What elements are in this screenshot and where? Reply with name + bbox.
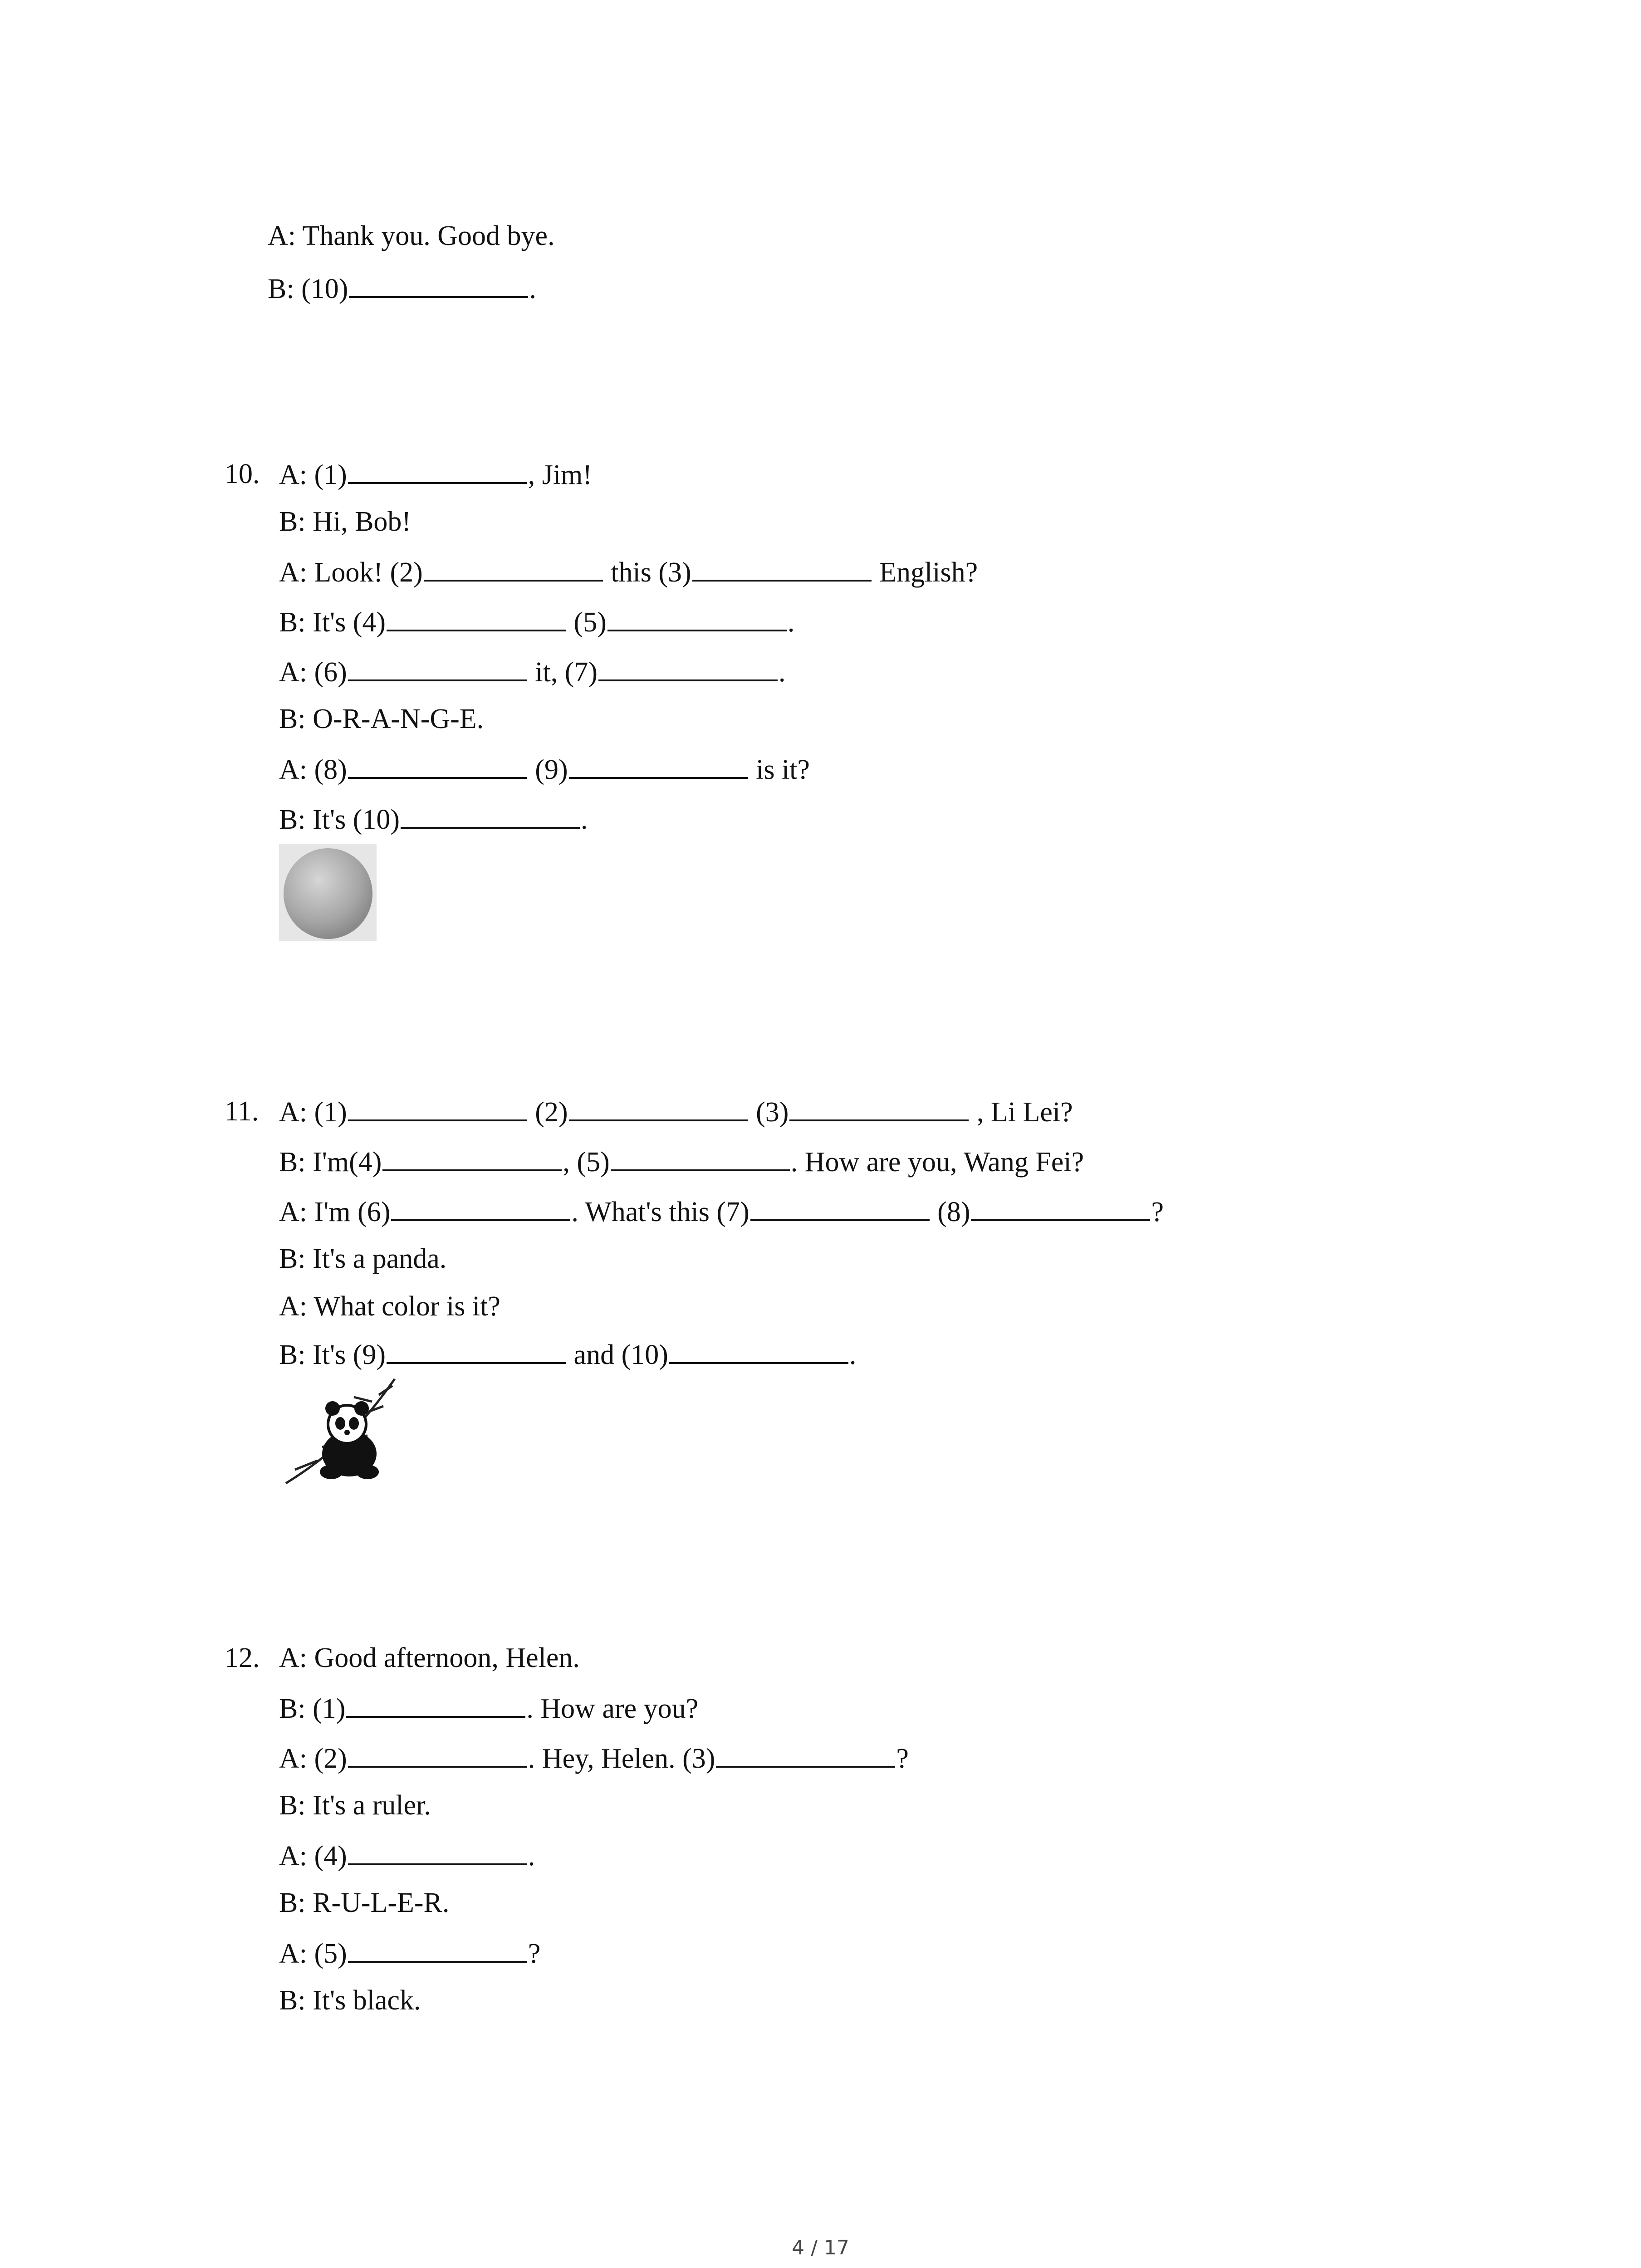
answer-blank[interactable] — [348, 1837, 527, 1865]
q12-line-2: B: (1) . How are you? — [279, 1690, 698, 1727]
answer-blank[interactable] — [750, 1193, 930, 1221]
answer-blank[interactable] — [346, 1690, 525, 1718]
answer-blank[interactable] — [789, 1093, 969, 1121]
question-10-number: 10. — [225, 459, 260, 489]
question-11-number: 11. — [225, 1096, 259, 1127]
q12-line-6: B: R-U-L-E-R. — [279, 1887, 450, 1918]
q11-line-4: B: It's a panda. — [279, 1243, 447, 1274]
fragment-line-2: B: (10) . — [268, 270, 536, 307]
answer-blank[interactable] — [669, 1336, 848, 1364]
answer-blank[interactable] — [348, 1935, 527, 1963]
q10-line-6: B: O-R-A-N-G-E. — [279, 704, 484, 734]
answer-blank[interactable] — [387, 603, 566, 631]
answer-blank[interactable] — [349, 270, 528, 298]
q12-line-8: B: It's black. — [279, 1985, 421, 2016]
page-number: 4 / 17 — [792, 2236, 849, 2259]
question-12-number: 12. — [225, 1642, 260, 1673]
q12-line-3: A: (2) . Hey, Helen. (3) ? — [279, 1740, 909, 1777]
answer-blank[interactable] — [424, 553, 603, 582]
q11-line-3: A: I'm (6) . What's this (7) (8) ? — [279, 1193, 1164, 1230]
orange-icon — [279, 844, 377, 941]
answer-blank[interactable] — [382, 1143, 562, 1171]
answer-blank[interactable] — [348, 751, 527, 779]
q10-line-4: B: It's (4) (5) . — [279, 603, 794, 640]
panda-icon — [281, 1374, 404, 1492]
answer-blank[interactable] — [391, 1193, 570, 1221]
q11-line-5: A: What color is it? — [279, 1291, 500, 1322]
answer-blank[interactable] — [401, 801, 580, 829]
q12-line-1: A: Good afternoon, Helen. — [279, 1642, 580, 1673]
answer-blank[interactable] — [348, 456, 527, 484]
answer-blank[interactable] — [387, 1336, 566, 1364]
q11-line-2: B: I'm(4) , (5) . How are you, Wang Fei? — [279, 1143, 1084, 1180]
q12-line-4: B: It's a ruler. — [279, 1790, 431, 1821]
answer-blank[interactable] — [716, 1740, 895, 1768]
q12-line-7: A: (5) ? — [279, 1935, 540, 1972]
answer-blank[interactable] — [611, 1143, 790, 1171]
answer-blank[interactable] — [971, 1193, 1150, 1221]
answer-blank[interactable] — [569, 1093, 748, 1121]
q12-line-5: A: (4) . — [279, 1837, 535, 1874]
answer-blank[interactable] — [348, 653, 527, 681]
answer-blank[interactable] — [607, 603, 787, 631]
answer-blank[interactable] — [348, 1740, 527, 1768]
q10-line-3: A: Look! (2) this (3) English? — [279, 553, 978, 591]
answer-blank[interactable] — [348, 1093, 527, 1121]
q11-line-1: A: (1) (2) (3) , Li Lei? — [279, 1093, 1073, 1130]
answer-blank[interactable] — [692, 553, 872, 582]
q10-line-1: A: (1) , Jim! — [279, 456, 592, 493]
q11-line-6: B: It's (9) and (10) . — [279, 1336, 856, 1373]
answer-blank[interactable] — [598, 653, 778, 681]
q10-line-5: A: (6) it, (7) . — [279, 653, 786, 690]
q10-line-2: B: Hi, Bob! — [279, 506, 411, 537]
answer-blank[interactable] — [569, 751, 748, 779]
fragment-line-1: A: Thank you. Good bye. — [268, 220, 555, 251]
q10-line-8: B: It's (10) . — [279, 801, 588, 838]
q10-line-7: A: (8) (9) is it? — [279, 751, 810, 788]
